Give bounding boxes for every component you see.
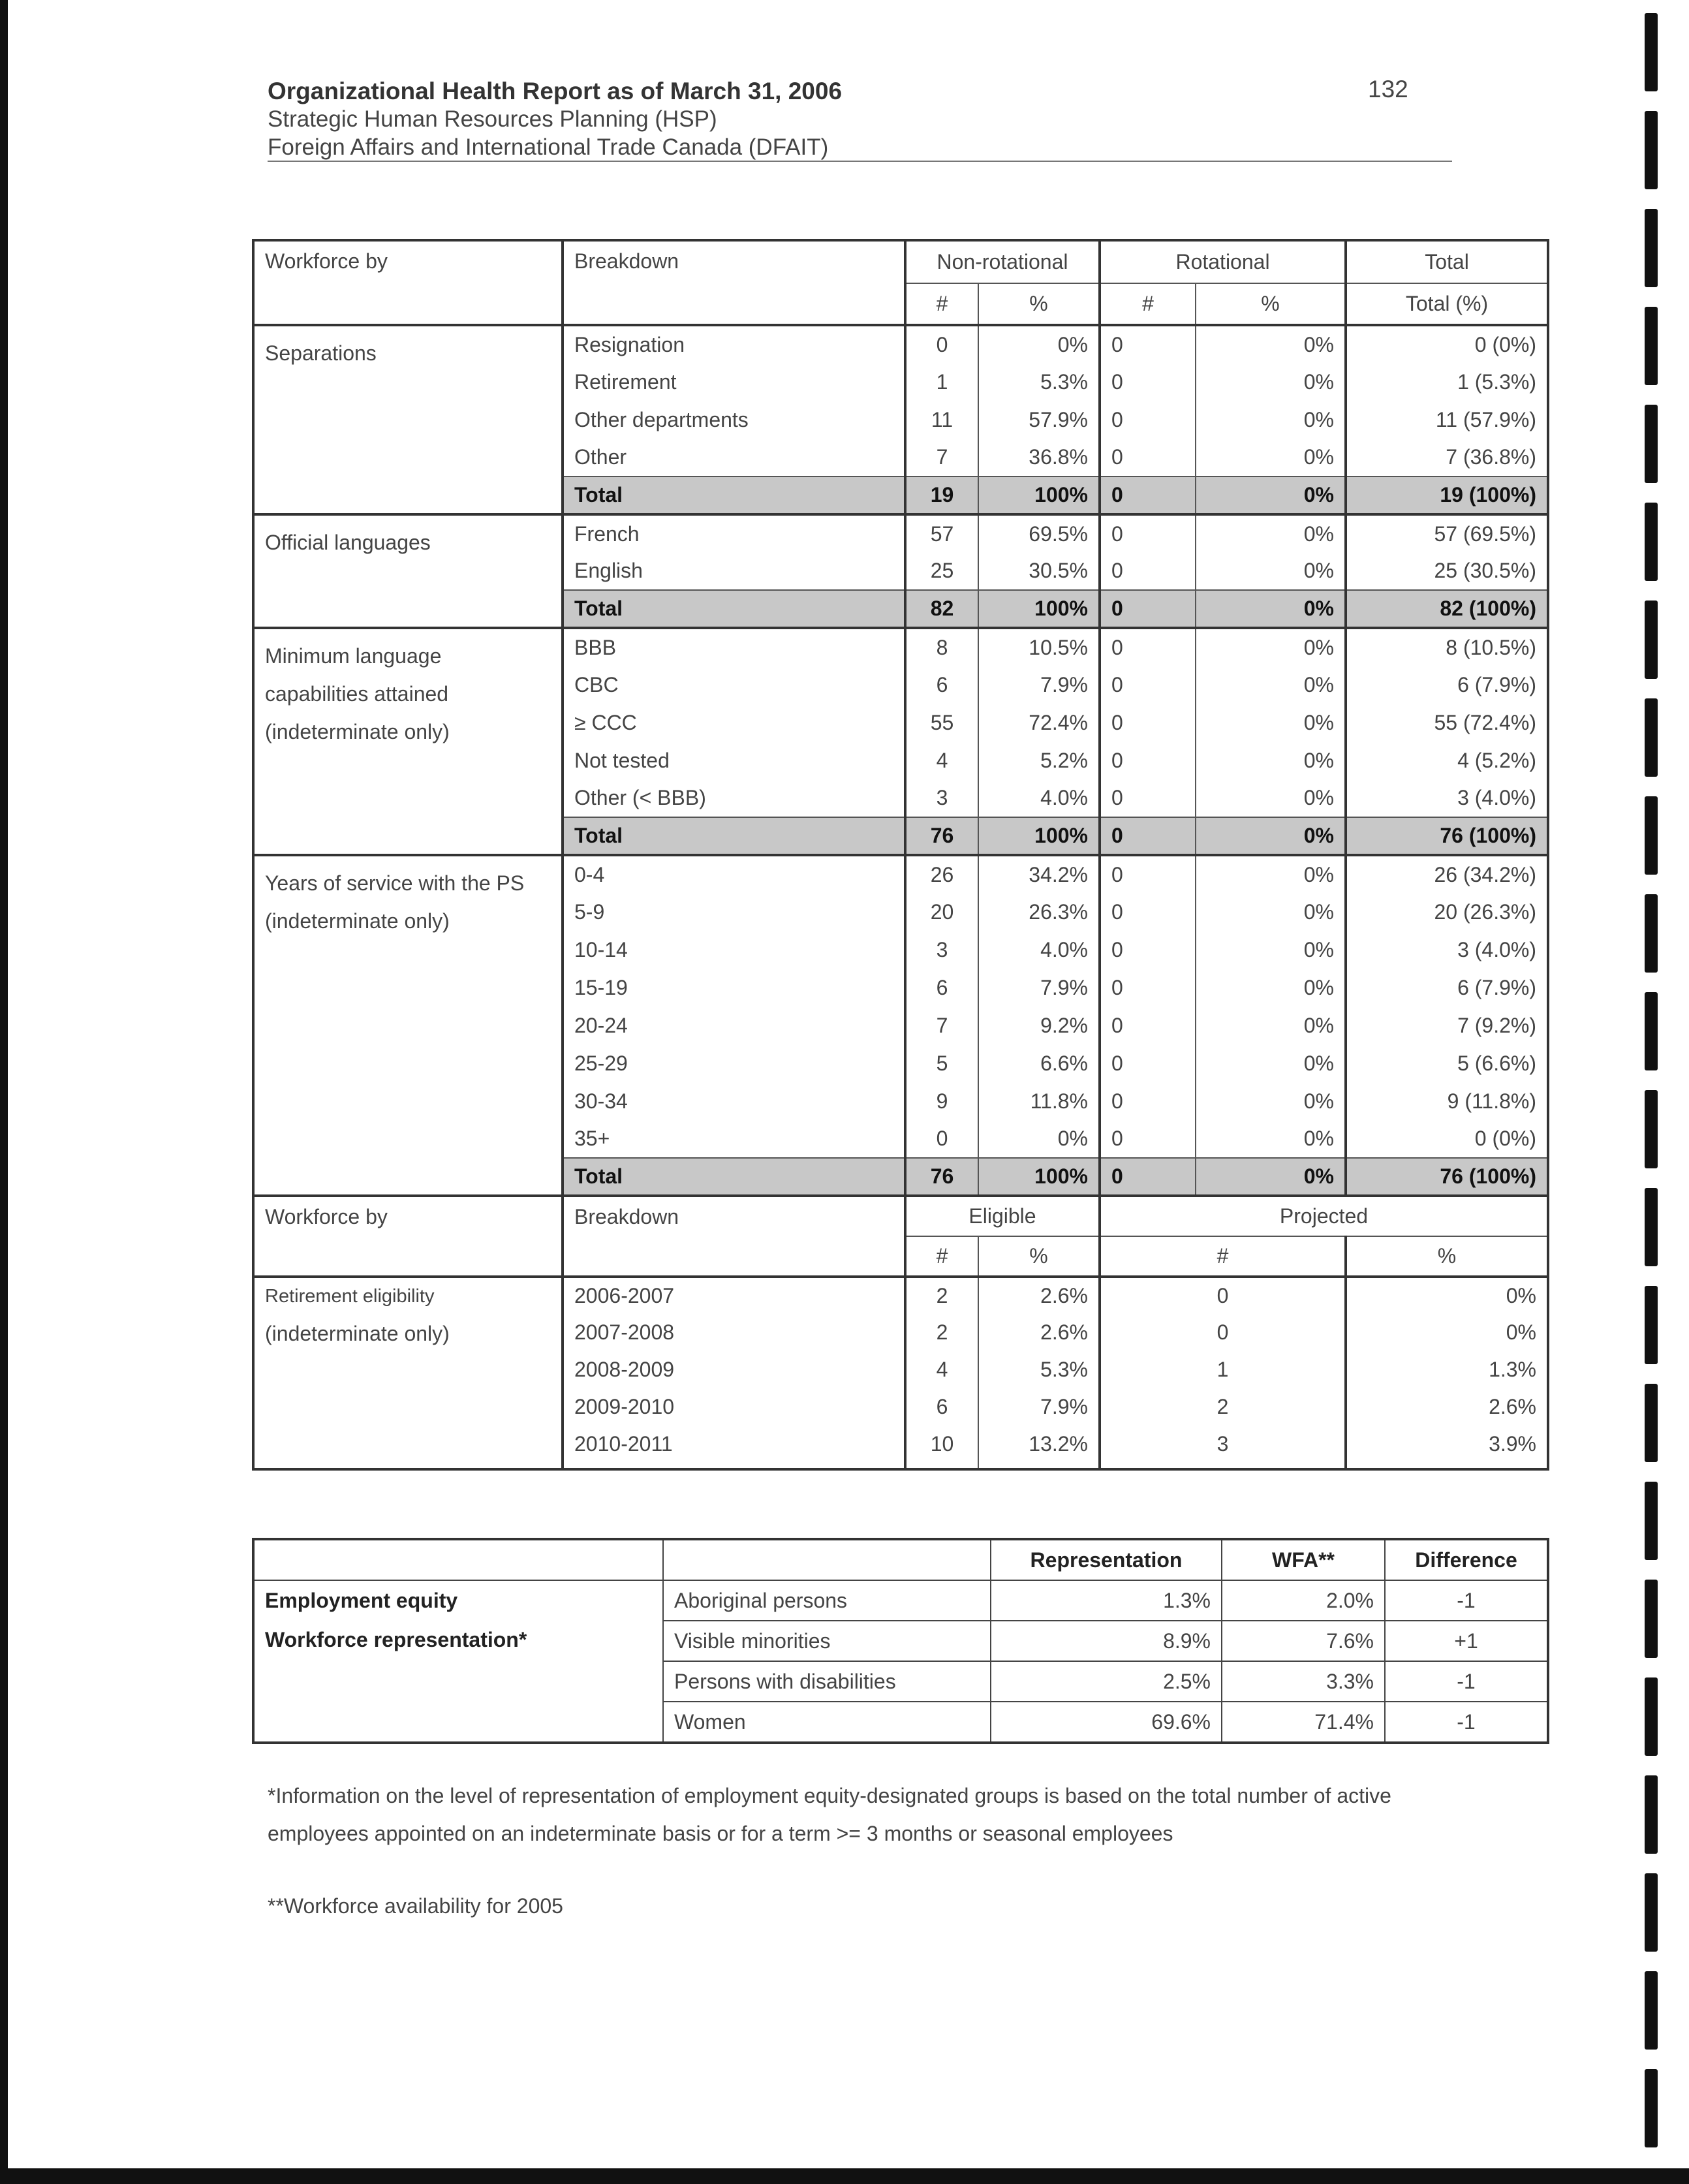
- retirement-projected-pct: 1.3%: [1346, 1351, 1548, 1388]
- min-language-cell: 0%: [1196, 628, 1346, 666]
- years-of-service-cell: 0%: [1196, 1006, 1346, 1044]
- years-of-service-cell: 0%: [1196, 893, 1346, 931]
- min-language-cell: 10.5%: [978, 628, 1100, 666]
- years-of-service-cell: 9.2%: [978, 1006, 1100, 1044]
- years-of-service-cell: 6.6%: [978, 1044, 1100, 1082]
- equity-difference: +1: [1385, 1621, 1548, 1661]
- retirement-year: 2008-2009: [563, 1351, 905, 1388]
- official-languages-cell: 0: [1100, 590, 1196, 628]
- years-of-service-cell: 76 (100%): [1346, 1158, 1548, 1196]
- min-language-cell: 7.9%: [978, 666, 1100, 704]
- report-department: Foreign Affairs and International Trade Canada (DFAIT): [268, 134, 829, 161]
- min-language-cell: 3 (4.0%): [1346, 779, 1548, 817]
- col-head-rot-num: #: [1100, 283, 1196, 325]
- table-row: [253, 855, 1548, 893]
- official-languages-cell: 57: [905, 514, 978, 552]
- min-language-cell: 0: [1100, 779, 1196, 817]
- years-of-service-cell: 0: [1100, 1120, 1196, 1158]
- col-head-rotational: Rotational: [1100, 240, 1346, 283]
- min-language-cell: 100%: [978, 817, 1100, 855]
- years-of-service-cell: 0%: [1196, 969, 1346, 1006]
- binder-hole: [1645, 209, 1658, 287]
- separations-cell: 36.8%: [978, 439, 1100, 476]
- equity-representation: 2.5%: [991, 1661, 1222, 1702]
- report-header: [268, 77, 1452, 162]
- min-language-label-line: capabilities attained: [265, 682, 449, 706]
- years-of-service-cell: 0: [1100, 1044, 1196, 1082]
- min-language-cell: Not tested: [563, 741, 905, 779]
- separations-cell: 0: [1100, 439, 1196, 476]
- years-of-service-cell: 100%: [978, 1158, 1100, 1196]
- min-language-cell: 0%: [1196, 741, 1346, 779]
- equity-group: Visible minorities: [663, 1621, 991, 1661]
- equity-wfa: 3.3%: [1222, 1661, 1385, 1702]
- header-rule: [268, 161, 1452, 162]
- min-language-cell: 6 (7.9%): [1346, 666, 1548, 704]
- official-languages-cell: 0: [1100, 514, 1196, 552]
- col-head-workforce-by: Workforce by: [265, 249, 388, 273]
- years-of-service-cell: 30-34: [563, 1082, 905, 1120]
- min-language-cell: 72.4%: [978, 704, 1100, 741]
- separations-cell: 5.3%: [978, 363, 1100, 401]
- col-head-projected-pct: %: [1346, 1236, 1548, 1277]
- col-head2-workforce-by: Workforce by: [253, 1196, 563, 1277]
- binder-hole: [1645, 2069, 1658, 2147]
- years-of-service-cell: 0%: [1196, 1120, 1346, 1158]
- min-language-cell: 0: [1100, 628, 1196, 666]
- years-of-service-cell: 0: [1100, 1158, 1196, 1196]
- report-title: Organizational Health Report as of March 31, 2006: [268, 78, 843, 104]
- binder-hole: [1645, 307, 1658, 385]
- years-of-service-cell: 25-29: [563, 1044, 905, 1082]
- official-languages-cell: 0: [1100, 552, 1196, 590]
- years-of-service-cell: 7: [905, 1006, 978, 1044]
- years-of-service-label-line: (indeterminate only): [265, 909, 450, 933]
- table-row: [253, 325, 1548, 363]
- col-head-projected: Projected: [1100, 1196, 1548, 1236]
- min-language-cell: 76 (100%): [1346, 817, 1548, 855]
- min-language-cell: 0: [1100, 817, 1196, 855]
- col-head-total: Total: [1346, 240, 1548, 283]
- equity-group: Persons with disabilities: [663, 1661, 991, 1702]
- equity-representation: 69.6%: [991, 1702, 1222, 1743]
- col-head-total-pct: Total (%): [1346, 283, 1548, 325]
- page-number: 132: [1368, 76, 1408, 102]
- binder-hole: [1645, 698, 1658, 777]
- years-of-service-cell: 26.3%: [978, 893, 1100, 931]
- years-of-service-cell: 7.9%: [978, 969, 1100, 1006]
- min-language-cell: 4: [905, 741, 978, 779]
- equity-group: Women: [663, 1702, 991, 1743]
- min-language-cell: 76: [905, 817, 978, 855]
- binder-hole: [1645, 1188, 1658, 1266]
- official-languages-cell: 25: [905, 552, 978, 590]
- retirement-eligible-pct: 7.9%: [978, 1388, 1100, 1426]
- separations-cell: 0: [1100, 363, 1196, 401]
- separations-cell: 0%: [1196, 325, 1346, 363]
- years-of-service-cell: 10-14: [563, 931, 905, 969]
- retirement-eligible-num: 2: [905, 1277, 978, 1314]
- equity-label-line: Workforce representation*: [265, 1628, 527, 1651]
- min-language-label-line: Minimum language: [265, 644, 442, 668]
- years-of-service-cell: 0: [1100, 893, 1196, 931]
- min-language-label: [253, 628, 563, 855]
- retirement-eligible-num: 6: [905, 1388, 978, 1426]
- equity-difference: -1: [1385, 1702, 1548, 1743]
- min-language-cell: Total: [563, 817, 905, 855]
- years-of-service-cell: 20 (26.3%): [1346, 893, 1548, 931]
- retirement-label-line: (indeterminate only): [265, 1322, 450, 1345]
- separations-cell: Other departments: [563, 401, 905, 439]
- min-language-cell: 5.2%: [978, 741, 1100, 779]
- col-head-eligible-pct: %: [978, 1236, 1100, 1277]
- separations-cell: 1 (5.3%): [1346, 363, 1548, 401]
- years-of-service-cell: 9 (11.8%): [1346, 1082, 1548, 1120]
- retirement-projected-num: 0: [1100, 1277, 1346, 1314]
- binder-hole: [1645, 1873, 1658, 1952]
- separations-cell: 0%: [978, 325, 1100, 363]
- binder-hole: [1645, 1090, 1658, 1168]
- col-head-nonrot-num: #: [905, 283, 978, 325]
- col-head-breakdown: Breakdown: [563, 240, 905, 325]
- years-of-service-cell: 0: [1100, 855, 1196, 893]
- equity-representation: 8.9%: [991, 1621, 1222, 1661]
- min-language-cell: 4 (5.2%): [1346, 741, 1548, 779]
- retirement-projected-num: 2: [1100, 1388, 1346, 1426]
- years-of-service-cell: 5-9: [563, 893, 905, 931]
- min-language-cell: 8 (10.5%): [1346, 628, 1548, 666]
- official-languages-cell: 25 (30.5%): [1346, 552, 1548, 590]
- spacer-cell: [253, 1463, 563, 1469]
- official-languages-cell: 57 (69.5%): [1346, 514, 1548, 552]
- retirement-eligible-pct: 5.3%: [978, 1351, 1100, 1388]
- col-head-eligible-num: #: [905, 1236, 978, 1277]
- min-language-cell: 55 (72.4%): [1346, 704, 1548, 741]
- spacer-cell: [905, 1463, 978, 1469]
- official-languages-label-text: Official languages: [265, 531, 431, 554]
- min-language-cell: 3: [905, 779, 978, 817]
- spacer-cell: [978, 1463, 1100, 1469]
- years-of-service-cell: 0%: [1196, 1082, 1346, 1120]
- years-of-service-cell: 0%: [1196, 855, 1346, 893]
- min-language-cell: 6: [905, 666, 978, 704]
- binder-hole: [1645, 1971, 1658, 2050]
- years-of-service-cell: 0: [1100, 969, 1196, 1006]
- spacer-cell: [563, 1463, 905, 1469]
- min-language-cell: Other (< BBB): [563, 779, 905, 817]
- equity-head-blank-2: [663, 1539, 991, 1580]
- min-language-cell: 55: [905, 704, 978, 741]
- min-language-cell: BBB: [563, 628, 905, 666]
- separations-cell: 0%: [1196, 439, 1346, 476]
- separations-cell: 7 (36.8%): [1346, 439, 1548, 476]
- years-of-service-cell: 26: [905, 855, 978, 893]
- years-of-service-cell: 0: [905, 1120, 978, 1158]
- separations-cell: 0: [1100, 476, 1196, 514]
- years-of-service-label: [253, 855, 563, 1196]
- years-of-service-cell: 34.2%: [978, 855, 1100, 893]
- report-subtitle: Strategic Human Resources Planning (HSP): [268, 106, 717, 133]
- separations-cell: 0%: [1196, 363, 1346, 401]
- separations-cell: 19 (100%): [1346, 476, 1548, 514]
- col-head-nonrotational: Non-rotational: [905, 240, 1100, 283]
- col-head-representation: Representation: [991, 1539, 1222, 1580]
- min-language-cell: 0: [1100, 666, 1196, 704]
- years-of-service-label-line: Years of service with the PS: [265, 871, 525, 895]
- col-head-rot-pct: %: [1196, 283, 1346, 325]
- binder-hole: [1645, 894, 1658, 973]
- min-language-cell: 0%: [1196, 666, 1346, 704]
- official-languages-cell: French: [563, 514, 905, 552]
- footnote-wfa: **Workforce availability for 2005: [268, 1894, 563, 1918]
- official-languages-cell: 0%: [1196, 514, 1346, 552]
- retirement-eligible-pct: 2.6%: [978, 1314, 1100, 1351]
- retirement-eligible-num: 4: [905, 1351, 978, 1388]
- spacer-cell: [1100, 1463, 1346, 1469]
- col-head-nonrot-pct: %: [978, 283, 1100, 325]
- separations-cell: 0: [1100, 325, 1196, 363]
- official-languages-cell: 30.5%: [978, 552, 1100, 590]
- binder-hole: [1645, 111, 1658, 189]
- official-languages-cell: 69.5%: [978, 514, 1100, 552]
- years-of-service-cell: 11.8%: [978, 1082, 1100, 1120]
- official-languages-cell: 0%: [1196, 590, 1346, 628]
- separations-cell: 0 (0%): [1346, 325, 1548, 363]
- separations-cell: 100%: [978, 476, 1100, 514]
- binder-hole: [1645, 1286, 1658, 1364]
- years-of-service-cell: 20-24: [563, 1006, 905, 1044]
- years-of-service-cell: 5 (6.6%): [1346, 1044, 1548, 1082]
- years-of-service-cell: 0: [1100, 931, 1196, 969]
- retirement-eligible-pct: 2.6%: [978, 1277, 1100, 1314]
- separations-cell: 0: [1100, 401, 1196, 439]
- retirement-eligible-num: 2: [905, 1314, 978, 1351]
- binder-hole: [1645, 1384, 1658, 1462]
- col-head2-breakdown: Breakdown: [563, 1196, 905, 1277]
- equity-wfa: 2.0%: [1222, 1580, 1385, 1621]
- col-head-eligible: Eligible: [905, 1196, 1100, 1236]
- separations-cell: Resignation: [563, 325, 905, 363]
- years-of-service-cell: 4.0%: [978, 931, 1100, 969]
- years-of-service-cell: 76: [905, 1158, 978, 1196]
- years-of-service-cell: 35+: [563, 1120, 905, 1158]
- separations-label-text: Separations: [265, 341, 377, 365]
- equity-label: [253, 1580, 663, 1743]
- retirement-projected-pct: 2.6%: [1346, 1388, 1548, 1426]
- equity-representation: 1.3%: [991, 1580, 1222, 1621]
- years-of-service-cell: 6 (7.9%): [1346, 969, 1548, 1006]
- years-of-service-cell: 0-4: [563, 855, 905, 893]
- years-of-service-cell: 0: [1100, 1006, 1196, 1044]
- binder-hole: [1645, 503, 1658, 581]
- retirement-label: [253, 1277, 563, 1463]
- retirement-year: 2010-2011: [563, 1426, 905, 1463]
- years-of-service-cell: 5: [905, 1044, 978, 1082]
- retirement-projected-pct: 0%: [1346, 1277, 1548, 1314]
- binder-holes: [1645, 0, 1671, 2184]
- table-row: [253, 1277, 1548, 1314]
- separations-cell: Retirement: [563, 363, 905, 401]
- years-of-service-cell: 0%: [1196, 931, 1346, 969]
- years-of-service-cell: 0%: [1196, 1044, 1346, 1082]
- years-of-service-cell: Total: [563, 1158, 905, 1196]
- years-of-service-cell: 0: [1100, 1082, 1196, 1120]
- retirement-eligible-num: 10: [905, 1426, 978, 1463]
- footnote-representation: *Information on the level of representation of employment equity-designated groups is based on the total number of active employees appointed on an indeterminate basis or for a term >= 3 months or seasonal employees: [268, 1784, 1391, 1845]
- official-languages-label: [253, 514, 563, 628]
- equity-difference: -1: [1385, 1580, 1548, 1621]
- years-of-service-cell: 3 (4.0%): [1346, 931, 1548, 969]
- equity-difference: -1: [1385, 1661, 1548, 1702]
- official-languages-cell: 100%: [978, 590, 1100, 628]
- years-of-service-cell: 7 (9.2%): [1346, 1006, 1548, 1044]
- min-language-cell: ≥ CCC: [563, 704, 905, 741]
- years-of-service-cell: 0%: [978, 1120, 1100, 1158]
- min-language-cell: 0: [1100, 704, 1196, 741]
- binder-hole: [1645, 796, 1658, 875]
- retirement-projected-num: 1: [1100, 1351, 1346, 1388]
- retirement-year: 2007-2008: [563, 1314, 905, 1351]
- workforce-table: [252, 239, 1549, 1471]
- min-language-cell: 8: [905, 628, 978, 666]
- col-head-difference: Difference: [1385, 1539, 1548, 1580]
- official-languages-cell: English: [563, 552, 905, 590]
- retirement-projected-pct: 3.9%: [1346, 1426, 1548, 1463]
- official-languages-cell: 82 (100%): [1346, 590, 1548, 628]
- binder-hole: [1645, 601, 1658, 679]
- binder-hole: [1645, 1482, 1658, 1560]
- binder-hole: [1645, 1677, 1658, 1756]
- years-of-service-cell: 26 (34.2%): [1346, 855, 1548, 893]
- retirement-eligible-pct: 13.2%: [978, 1426, 1100, 1463]
- separations-cell: 19: [905, 476, 978, 514]
- separations-cell: Total: [563, 476, 905, 514]
- binder-hole: [1645, 992, 1658, 1070]
- years-of-service-cell: 6: [905, 969, 978, 1006]
- min-language-cell: 0%: [1196, 704, 1346, 741]
- min-language-label-line: (indeterminate only): [265, 720, 450, 743]
- years-of-service-cell: 3: [905, 931, 978, 969]
- min-language-cell: 0%: [1196, 779, 1346, 817]
- retirement-year: 2009-2010: [563, 1388, 905, 1426]
- equity-wfa: 71.4%: [1222, 1702, 1385, 1743]
- min-language-cell: 4.0%: [978, 779, 1100, 817]
- table-row: [253, 628, 1548, 666]
- separations-cell: 0%: [1196, 476, 1346, 514]
- official-languages-cell: Total: [563, 590, 905, 628]
- col-head-wfa: WFA**: [1222, 1539, 1385, 1580]
- retirement-year: 2006-2007: [563, 1277, 905, 1314]
- official-languages-cell: 0%: [1196, 552, 1346, 590]
- equity-head-blank: [253, 1539, 663, 1580]
- table-row: [253, 514, 1548, 552]
- binder-hole: [1645, 13, 1658, 91]
- min-language-cell: 0%: [1196, 817, 1346, 855]
- scan-bottom-edge: [0, 2168, 1689, 2184]
- scan-left-edge: [0, 0, 8, 2184]
- table-bottom-spacer: [253, 1463, 1548, 1469]
- retirement-projected-num: 3: [1100, 1426, 1346, 1463]
- spacer-cell: [1346, 1463, 1548, 1469]
- separations-label: [253, 325, 563, 514]
- retirement-projected-pct: 0%: [1346, 1314, 1548, 1351]
- years-of-service-cell: 0%: [1196, 1158, 1346, 1196]
- separations-cell: 1: [905, 363, 978, 401]
- official-languages-cell: 82: [905, 590, 978, 628]
- years-of-service-cell: 15-19: [563, 969, 905, 1006]
- separations-cell: Other: [563, 439, 905, 476]
- equity-label-line: Employment equity: [265, 1589, 458, 1612]
- employment-equity-table: [252, 1538, 1549, 1744]
- separations-cell: 0%: [1196, 401, 1346, 439]
- retirement-label-line: Retirement eligibility: [265, 1286, 435, 1307]
- binder-hole: [1645, 1580, 1658, 1658]
- min-language-cell: CBC: [563, 666, 905, 704]
- binder-hole: [1645, 1775, 1658, 1854]
- min-language-cell: 0: [1100, 741, 1196, 779]
- equity-group: Aboriginal persons: [663, 1580, 991, 1621]
- years-of-service-cell: 0 (0%): [1346, 1120, 1548, 1158]
- binder-hole: [1645, 405, 1658, 483]
- separations-cell: 11: [905, 401, 978, 439]
- retirement-projected-num: 0: [1100, 1314, 1346, 1351]
- years-of-service-cell: 20: [905, 893, 978, 931]
- col-head-projected-num: #: [1100, 1236, 1346, 1277]
- equity-wfa: 7.6%: [1222, 1621, 1385, 1661]
- separations-cell: 7: [905, 439, 978, 476]
- table-row: [253, 1580, 1548, 1621]
- years-of-service-cell: 9: [905, 1082, 978, 1120]
- separations-cell: 0: [905, 325, 978, 363]
- separations-cell: 11 (57.9%): [1346, 401, 1548, 439]
- separations-cell: 57.9%: [978, 401, 1100, 439]
